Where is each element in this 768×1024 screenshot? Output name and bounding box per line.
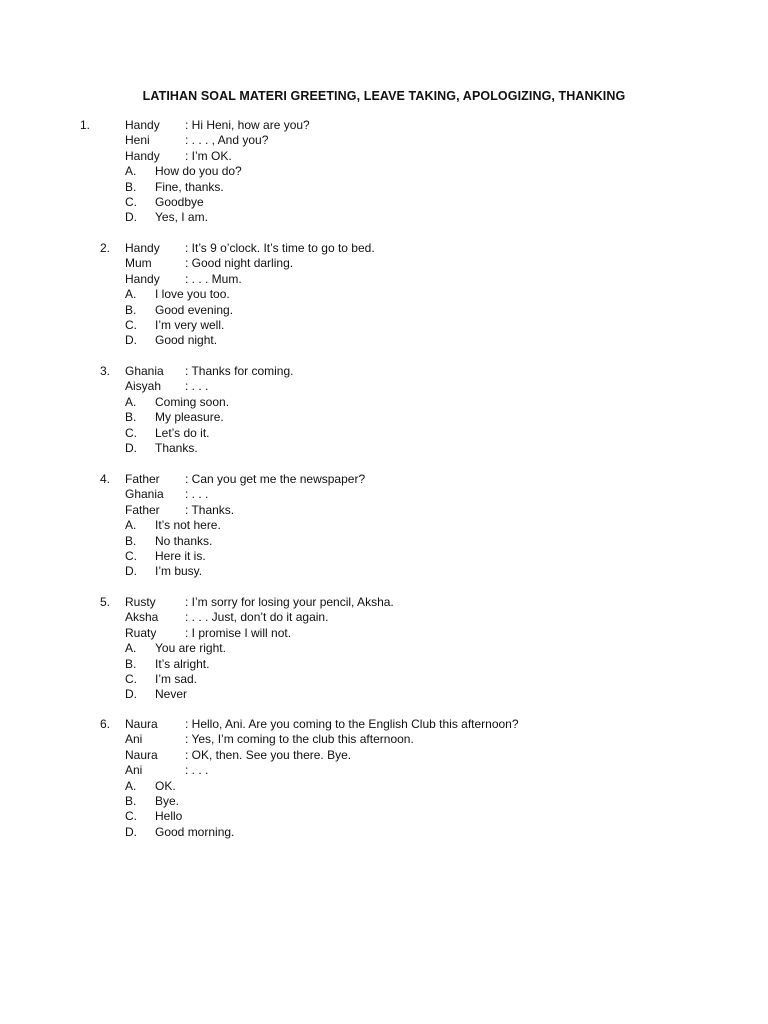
speaker-utterance: : Thanks for coming. bbox=[185, 364, 294, 378]
option-text: Fine, thanks. bbox=[155, 179, 224, 194]
speaker-utterance: : . . . bbox=[185, 487, 209, 502]
speaker-utterance: : Hello, Ani. Are you coming to the English Club this afternoon? bbox=[185, 717, 519, 731]
option-letter: B. bbox=[125, 410, 137, 425]
speaker-name: Ani bbox=[125, 763, 143, 778]
speaker-name: Father bbox=[125, 472, 160, 486]
answer-option bbox=[0, 779, 768, 794]
answer-option bbox=[0, 441, 768, 456]
option-letter: D. bbox=[125, 210, 137, 225]
answer-option bbox=[0, 164, 768, 179]
speaker-utterance: : Good night darling. bbox=[185, 256, 294, 271]
option-text: I’m sad. bbox=[155, 671, 198, 686]
option-text: Never bbox=[155, 687, 188, 702]
option-text: Good night. bbox=[155, 333, 218, 348]
answer-option bbox=[0, 333, 768, 348]
option-letter: C. bbox=[125, 671, 137, 686]
speaker-utterance: : . . . Just, don’t do it again. bbox=[185, 610, 329, 625]
option-text: No thanks. bbox=[155, 533, 213, 548]
question-6 bbox=[0, 717, 768, 840]
speaker-utterance: : Yes, I’m coming to the club this afternoon. bbox=[185, 732, 414, 747]
option-letter: C. bbox=[125, 548, 137, 563]
speaker-utterance: : . . . Mum. bbox=[185, 271, 242, 286]
option-text: I’m busy. bbox=[155, 564, 203, 579]
answer-option bbox=[0, 794, 768, 809]
speaker-name: Ruaty bbox=[125, 625, 157, 640]
speaker-utterance: : . . . , And you? bbox=[185, 133, 269, 148]
speaker-name: Ghania bbox=[125, 364, 164, 378]
speaker-utterance: : I’m sorry for losing your pencil, Aksha. bbox=[185, 595, 394, 609]
option-text: Thanks. bbox=[155, 440, 198, 455]
option-text: I’m very well. bbox=[155, 317, 225, 332]
dialogue-line bbox=[0, 256, 768, 271]
dialogue-line bbox=[0, 503, 768, 518]
answer-option bbox=[0, 303, 768, 318]
dialogue-line bbox=[0, 118, 768, 133]
document-title: LATIHAN SOAL MATERI GREETING, LEAVE TAKING, APOLOGIZING, THANKING bbox=[142, 89, 626, 103]
speaker-name: Naura bbox=[125, 717, 158, 731]
answer-option bbox=[0, 564, 768, 579]
option-text: Coming soon. bbox=[155, 394, 230, 409]
dialogue-line bbox=[0, 149, 768, 164]
speaker-utterance: : I’m OK. bbox=[185, 148, 232, 163]
option-letter: C. bbox=[125, 425, 137, 440]
option-letter: A. bbox=[125, 164, 137, 179]
dialogue-line bbox=[0, 717, 768, 732]
answer-option bbox=[0, 825, 768, 840]
option-text: It’s not here. bbox=[155, 518, 221, 533]
option-letter: A. bbox=[125, 641, 137, 656]
option-letter: B. bbox=[125, 793, 137, 808]
answer-option bbox=[0, 410, 768, 425]
dialogue-line bbox=[0, 487, 768, 502]
option-text: You are right. bbox=[155, 641, 226, 656]
answer-option bbox=[0, 534, 768, 549]
answer-option bbox=[0, 287, 768, 302]
option-letter: C. bbox=[125, 194, 137, 209]
option-text: Good evening. bbox=[155, 302, 234, 317]
question-5 bbox=[0, 595, 768, 703]
option-letter: A. bbox=[125, 778, 137, 793]
option-text: OK. bbox=[155, 778, 176, 793]
option-letter: B. bbox=[125, 533, 137, 548]
speaker-name: Heni bbox=[125, 133, 150, 148]
speaker-name: Father bbox=[125, 502, 160, 517]
dialogue-line bbox=[0, 241, 768, 256]
option-text: Let’s do it. bbox=[155, 425, 210, 440]
option-letter: D. bbox=[125, 687, 137, 702]
option-text: I love you too. bbox=[155, 287, 230, 302]
option-text: Hello bbox=[155, 809, 183, 824]
dialogue-line bbox=[0, 763, 768, 778]
speaker-name: Naura bbox=[125, 747, 158, 762]
dialogue-line bbox=[0, 364, 768, 379]
speaker-utterance: : Can you get me the newspaper? bbox=[185, 472, 366, 486]
question-number: 5. bbox=[99, 595, 110, 609]
speaker-name: Ani bbox=[125, 732, 143, 747]
speaker-name: Handy bbox=[125, 148, 160, 163]
speaker-name: Ghania bbox=[125, 487, 164, 502]
dialogue-line bbox=[0, 272, 768, 287]
answer-option bbox=[0, 318, 768, 333]
dialogue-line bbox=[0, 748, 768, 763]
answer-option bbox=[0, 395, 768, 410]
question-number: 2. bbox=[99, 241, 110, 255]
answer-option bbox=[0, 210, 768, 225]
option-text: It’s alright. bbox=[155, 656, 210, 671]
option-letter: B. bbox=[125, 179, 137, 194]
option-text: Goodbye bbox=[155, 194, 204, 209]
question-number: 4. bbox=[99, 472, 110, 486]
speaker-name: Handy bbox=[125, 241, 160, 255]
speaker-name: Mum bbox=[125, 256, 152, 271]
option-letter: D. bbox=[125, 333, 137, 348]
question-4 bbox=[0, 472, 768, 580]
option-text: How do you do? bbox=[155, 164, 242, 179]
speaker-utterance: : OK, then. See you there. Bye. bbox=[185, 747, 352, 762]
option-letter: C. bbox=[125, 809, 137, 824]
speaker-utterance: : Hi Heni, how are you? bbox=[185, 118, 310, 132]
answer-option bbox=[0, 518, 768, 533]
speaker-utterance: : . . . bbox=[185, 763, 209, 778]
option-letter: C. bbox=[125, 317, 137, 332]
option-letter: D. bbox=[125, 564, 137, 579]
answer-option bbox=[0, 549, 768, 564]
option-text: Here it is. bbox=[155, 548, 206, 563]
speaker-utterance: : I promise I will not. bbox=[185, 625, 292, 640]
answer-option bbox=[0, 180, 768, 195]
speaker-name: Rusty bbox=[125, 595, 156, 609]
answer-option bbox=[0, 195, 768, 210]
answer-option bbox=[0, 687, 768, 702]
question-number: 1. bbox=[80, 118, 91, 132]
option-letter: A. bbox=[125, 287, 137, 302]
dialogue-line bbox=[0, 472, 768, 487]
question-3 bbox=[0, 364, 768, 456]
option-letter: A. bbox=[125, 518, 137, 533]
speaker-name: Handy bbox=[125, 271, 160, 286]
option-letter: A. bbox=[125, 394, 137, 409]
question-2 bbox=[0, 241, 768, 349]
option-letter: B. bbox=[125, 302, 137, 317]
dialogue-line bbox=[0, 595, 768, 610]
speaker-name: Aisyah bbox=[125, 379, 162, 394]
question-1 bbox=[0, 118, 768, 226]
option-text: My pleasure. bbox=[155, 410, 224, 425]
speaker-utterance: : . . . bbox=[185, 379, 209, 394]
answer-option bbox=[0, 641, 768, 656]
option-text: Bye. bbox=[155, 793, 180, 808]
answer-option bbox=[0, 657, 768, 672]
option-letter: B. bbox=[125, 656, 137, 671]
answer-option bbox=[0, 809, 768, 824]
option-text: Good morning. bbox=[155, 824, 235, 839]
dialogue-line bbox=[0, 626, 768, 641]
dialogue-line bbox=[0, 610, 768, 625]
speaker-name: Handy bbox=[125, 118, 160, 132]
speaker-utterance: : Thanks. bbox=[185, 502, 235, 517]
speaker-name: Aksha bbox=[125, 610, 159, 625]
dialogue-line bbox=[0, 379, 768, 394]
answer-option bbox=[0, 672, 768, 687]
dialogue-line bbox=[0, 133, 768, 148]
question-number: 3. bbox=[99, 364, 110, 378]
question-number: 6. bbox=[99, 717, 110, 731]
answer-option bbox=[0, 426, 768, 441]
option-letter: D. bbox=[125, 440, 137, 455]
dialogue-line bbox=[0, 732, 768, 747]
option-text: Yes, I am. bbox=[155, 210, 208, 225]
speaker-utterance: : It’s 9 o’clock. It’s time to go to bed. bbox=[185, 241, 375, 255]
option-letter: D. bbox=[125, 824, 137, 839]
